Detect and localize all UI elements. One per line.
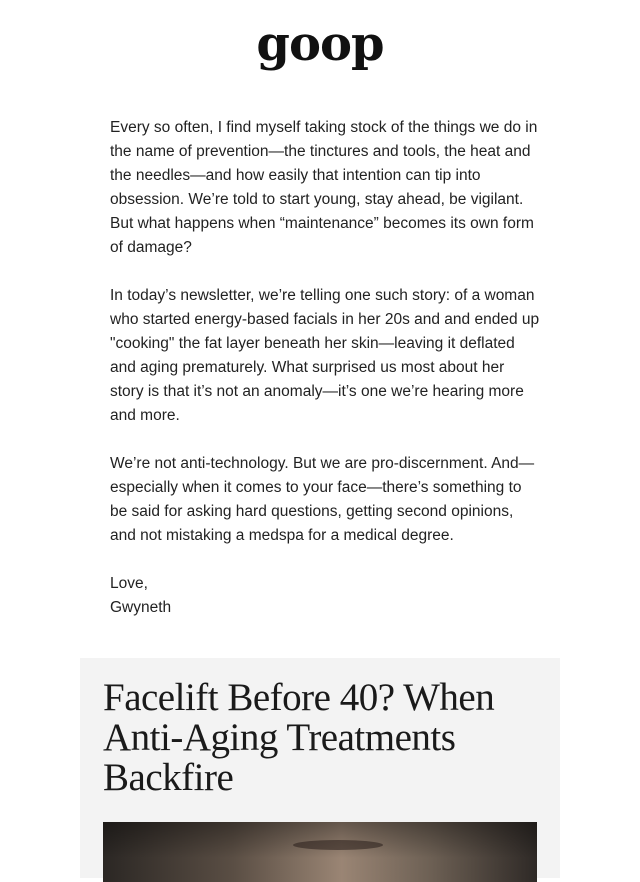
goop-logo[interactable]: goop — [256, 16, 384, 72]
editor-letter — [110, 116, 540, 620]
masthead — [0, 14, 640, 74]
image-shade — [103, 822, 537, 882]
image-detail — [293, 840, 383, 850]
feature-card[interactable] — [80, 658, 560, 878]
feature-image[interactable] — [103, 822, 537, 882]
letter-paragraph: In today’s newsletter, we’re telling one such story: of a woman who started energy-based facials in her 20s and and ended up "cooking" the fat layer beneath her skin—leaving it deflated and aging prematurely. What surprised us most about her story is that it’s not an anomaly—it’s one we’re hearing more and more. — [110, 287, 540, 424]
closing-text: Love, — [110, 575, 148, 592]
letter-paragraph: Every so often, I find myself taking stock of the things we do in the name of prevention—the tinctures and tools, the heat and the needles—and how easily that intention can tip into obsession. We’re told to start young, stay ahead, be vigilant. But what happens when “maintenance” becomes its own form of damage? — [110, 119, 538, 256]
signoff — [110, 572, 540, 620]
signature-text: Gwyneth — [110, 599, 172, 616]
letter-paragraph: We’re not anti-technology. But we are pro-discernment. And—especially when it comes to your face—there’s something to be said for asking hard questions, getting second opinions, and not mistaking a medspa for a medical degree. — [110, 455, 535, 544]
feature-title[interactable]: Facelift Before 40? When Anti-Aging Treatments Backfire — [103, 676, 495, 799]
